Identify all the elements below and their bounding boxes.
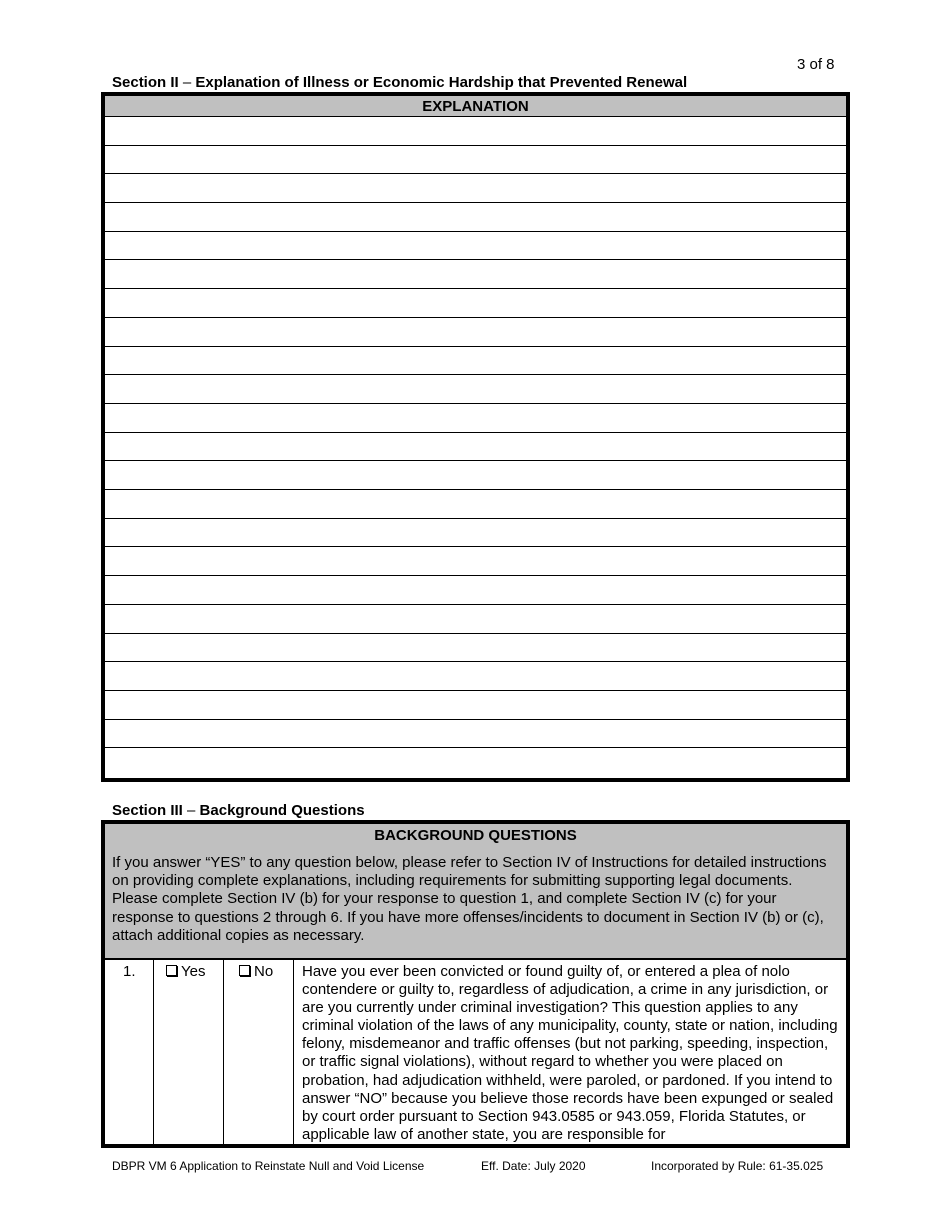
explanation-line[interactable] [105,605,846,634]
yes-checkbox[interactable] [166,965,177,976]
explanation-line[interactable] [105,519,846,548]
explanation-line[interactable] [105,232,846,261]
background-questions-title: BACKGROUND QUESTIONS [374,827,577,844]
explanation-line[interactable] [105,203,846,232]
explanation-line[interactable] [105,576,846,605]
question-row-1 [105,960,846,1145]
explanation-line[interactable] [105,490,846,519]
explanation-line[interactable] [105,289,846,318]
section-3-heading [112,802,365,819]
footer-rule: Incorporated by Rule: 61-35.025 [651,1159,824,1173]
explanation-line[interactable] [105,662,846,691]
background-questions-header [105,824,846,960]
question-1-yes-option[interactable] [154,960,224,1145]
explanation-line[interactable] [105,404,846,433]
footer-form-name: DBPR VM 6 Application to Reinstate Null and Void License [112,1159,425,1173]
explanation-line[interactable] [105,318,846,347]
no-label: No [254,963,274,980]
explanation-line[interactable] [105,375,846,404]
section-2-heading-dash: – [178,74,196,91]
section-2-heading-title: Explanation of Illness or Economic Hardship that Prevented Renewal [195,74,688,91]
question-number: 1. [105,960,154,1145]
no-checkbox[interactable] [239,965,250,976]
section-3-heading-label: Section III [112,802,183,819]
yes-label: Yes [181,963,206,980]
explanation-line[interactable] [105,174,846,203]
explanation-line[interactable] [105,433,846,462]
explanation-line[interactable] [105,347,846,376]
explanation-line[interactable] [105,691,846,720]
explanation-line[interactable] [105,748,846,777]
section-3-heading-title: Background Questions [199,802,365,819]
explanation-line[interactable] [105,117,846,146]
section-2-heading [112,74,687,91]
explanation-line[interactable] [105,548,846,577]
explanation-table-header: EXPLANATION [105,96,846,117]
background-questions-intro: If you answer “YES” to any question below, please refer to Section IV of Instructions for detailed instructions on providing complete explanations, including requirements for submitting supporting legal documents. Please complete Section IV (b) for your response to question 1, and complete Section IV (c) for your response to questions 2 through 6. If you have more offenses/incidents to document in Section IV (b) or (c), attach additional copies as necessary. [112,854,827,944]
page-number: 3 of 8 [797,56,835,73]
explanation-line[interactable] [105,261,846,290]
question-1-no-option[interactable] [224,960,294,1145]
explanation-line[interactable] [105,146,846,175]
section-3-heading-dash: – [182,802,200,819]
section-2-heading-label: Section II [112,74,179,91]
explanation-line[interactable] [105,461,846,490]
explanation-line[interactable] [105,720,846,749]
explanation-table [104,95,847,779]
footer-effective-date: Eff. Date: July 2020 [481,1159,586,1173]
background-questions-table [104,823,847,1145]
explanation-line[interactable] [105,634,846,663]
question-text: Have you ever been convicted or found guilty of, or entered a plea of nolo contendere or guilty to, regardless of adjudication, a crime in any jurisdiction, or are you currently under criminal investigation? This question applies to any criminal violation of the laws of any municipality, county, state or nation, including felony, misdemeanor and traffic offenses (but not parking, speeding, inspection, or traffic signal violations), without regard to whether you were placed on probation, had adjudication withheld, were paroled, or pardoned. If you intend to answer “NO” because you believe those records have been expunged or sealed by court order pursuant to Section 943.0585 or 943.059, Florida Statutes, or applicable law of another state, you are responsible for [302,963,838,1143]
